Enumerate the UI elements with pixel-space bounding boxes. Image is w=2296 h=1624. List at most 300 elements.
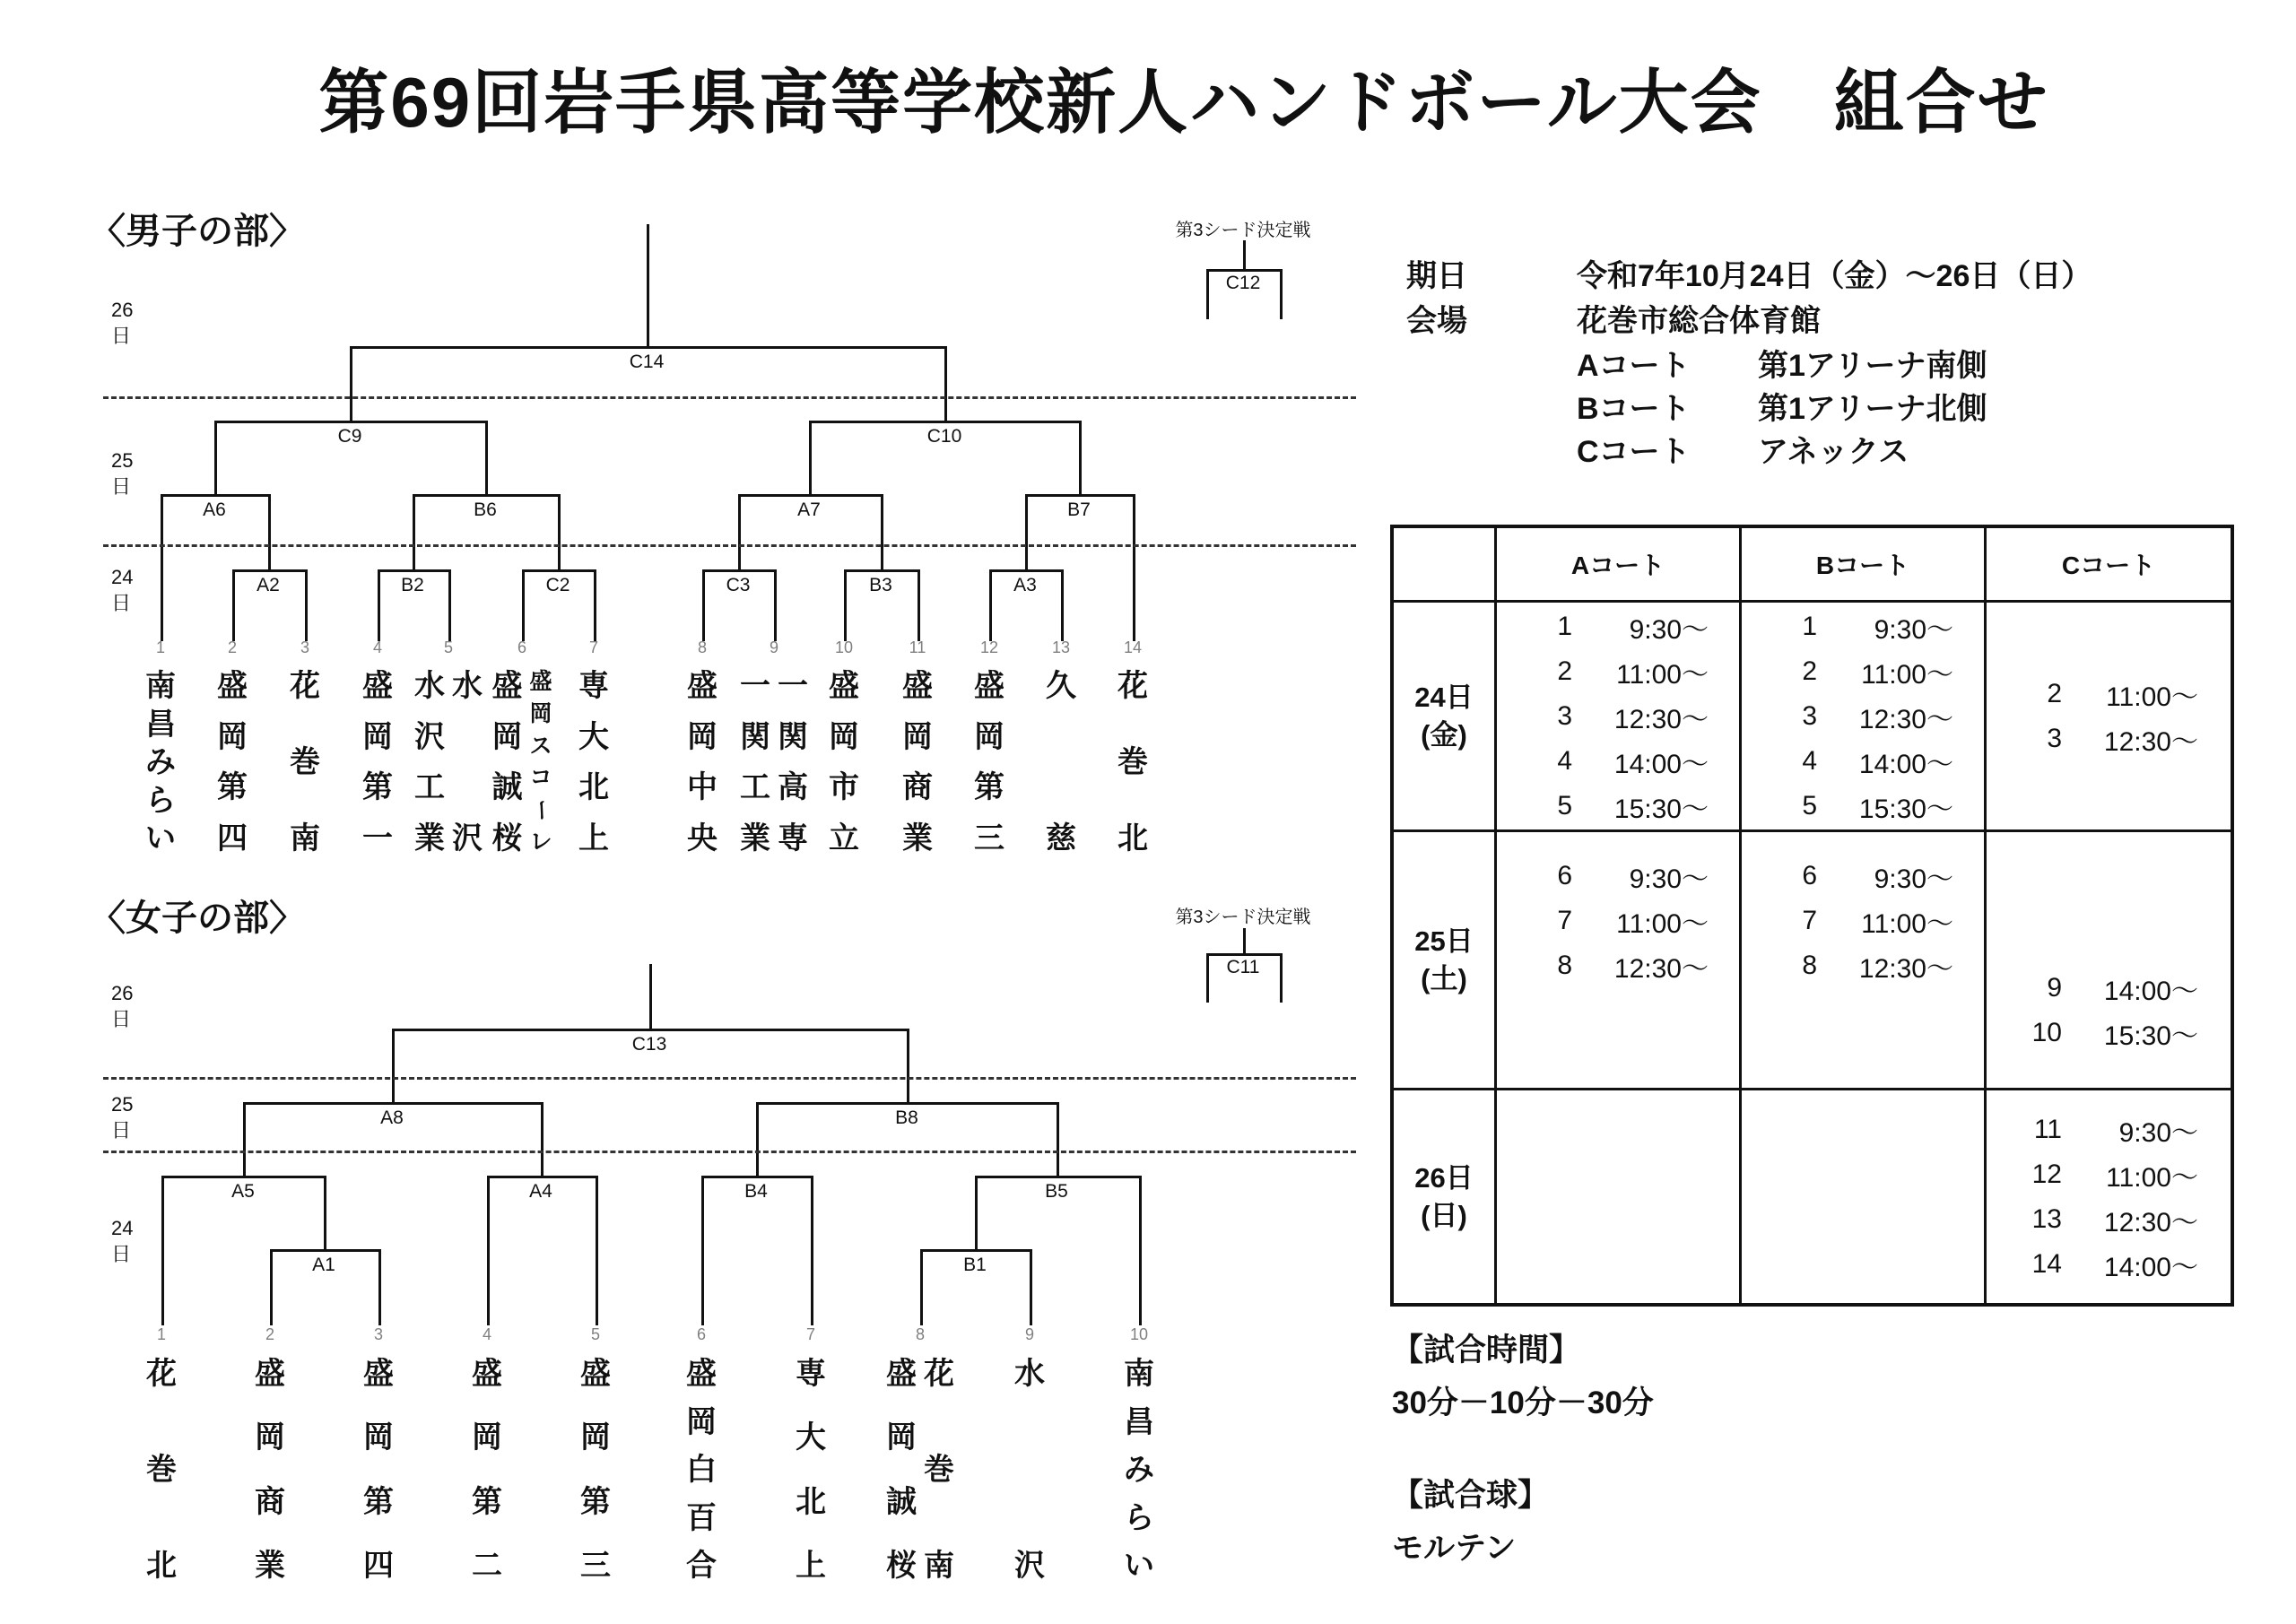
bracket-line: [487, 1176, 490, 1325]
day-label: 25日: [111, 449, 134, 498]
team-name-char: レ: [529, 829, 552, 855]
team-name-char: 盛: [829, 669, 859, 703]
team-slot: [146, 1359, 177, 1581]
day-label: 24日: [111, 1217, 134, 1265]
bracket-line: [214, 421, 488, 423]
game-number: 3: [2047, 723, 2062, 753]
team-name-char: 花: [924, 1357, 954, 1391]
team-name-char: 業: [740, 821, 770, 855]
bracket-line: [738, 494, 741, 569]
team-name-char: 第: [472, 1484, 502, 1519]
bracket-line: [702, 569, 705, 641]
match-label: C10: [926, 426, 962, 447]
game-entry: [1776, 739, 1984, 784]
court-b-name: Bコート: [1577, 392, 1691, 426]
bracket-line: [487, 1176, 598, 1178]
team-number: 1: [156, 1325, 167, 1343]
team-slot: [362, 671, 393, 854]
day-separator-line: [103, 396, 1356, 399]
team-name-char: 二: [472, 1548, 502, 1583]
game-time: 14:00～: [2103, 977, 2198, 1006]
team-name-char: 昌: [145, 707, 176, 742]
bracket-line: [811, 1176, 813, 1325]
game-entry: [1776, 649, 1984, 694]
team-name: [363, 1359, 394, 1581]
team-number: 7: [805, 1325, 816, 1343]
team-name-char: 中: [687, 770, 718, 805]
game-entry: [2021, 1107, 2231, 1152]
match-label: B8: [895, 1107, 918, 1128]
schedule-header-court: Cコート: [1987, 528, 2231, 600]
game-entry: [1531, 943, 1739, 988]
date-label: 期日: [1406, 259, 1467, 293]
game-entry: [2021, 716, 2231, 761]
game-time: 11:00～: [1616, 659, 1709, 690]
team-number: 11: [909, 638, 926, 656]
team-name-char: 上: [578, 821, 609, 855]
team-name: [886, 1359, 917, 1581]
team-name-char: 巻: [1118, 745, 1148, 779]
match-label: C12: [1225, 273, 1261, 293]
team-name: [924, 1359, 954, 1581]
bracket-line: [485, 421, 488, 494]
court-c-name: Cコート: [1577, 435, 1691, 469]
team-name-char: 第: [974, 770, 1004, 805]
team-slot: [1014, 1359, 1045, 1581]
game-time: 12:30～: [2103, 726, 2198, 757]
team-name-char: 四: [217, 821, 248, 855]
team-name-char: 花: [290, 669, 320, 703]
team-slot: [580, 1359, 611, 1581]
bracket-line: [378, 569, 380, 641]
bracket-line: [161, 494, 163, 641]
team-name-char: 専: [778, 821, 808, 855]
team-name-char: 久: [1046, 669, 1076, 703]
bracket-line: [270, 1249, 381, 1252]
game-entry: [2021, 1152, 2231, 1197]
bracket-line: [392, 1029, 909, 1031]
team-name-char: 盛: [491, 669, 523, 703]
team-name-char: 工: [414, 770, 445, 805]
bracket-line: [756, 1102, 1059, 1105]
team-name-char: い: [145, 821, 176, 855]
bracket-line: [232, 569, 235, 641]
game-time: 15:30～: [1858, 794, 1953, 824]
team-slot: [255, 1359, 285, 1581]
team-name-char: 関: [778, 719, 808, 754]
game-entry: [2021, 1197, 2231, 1242]
team-name-char: 水: [1014, 1357, 1045, 1391]
bracket-line: [558, 494, 561, 569]
team-number: 8: [915, 1325, 926, 1343]
match-label: B1: [963, 1255, 987, 1275]
bracket-line: [305, 569, 308, 641]
game-time: 11:00～: [2106, 682, 2198, 712]
team-name: [1046, 671, 1076, 854]
team-name-char: 第: [363, 1484, 394, 1519]
team-name-char: ら: [145, 783, 176, 818]
bracket-line: [1206, 953, 1283, 956]
team-name-char: 盛: [974, 669, 1004, 703]
game-time: 12:30～: [1613, 954, 1709, 984]
team-name: [902, 671, 933, 854]
team-name-char: 巻: [924, 1453, 954, 1487]
team-number: 6: [517, 638, 527, 656]
team-name-char: 第: [580, 1484, 611, 1519]
mens-section-heading: 〈男子の部〉: [90, 212, 305, 251]
match-label: C14: [629, 352, 665, 372]
team-name-char: み: [1124, 1453, 1154, 1487]
team-number: 9: [1024, 1325, 1035, 1343]
game-entry: [1531, 739, 1739, 784]
team-number: 5: [590, 1325, 601, 1343]
game-entry: [1531, 899, 1739, 943]
team-name-char: 巻: [290, 745, 320, 779]
team-number: 2: [265, 1325, 275, 1343]
game-number: 4: [1802, 745, 1817, 776]
bracket-line: [944, 346, 947, 421]
team-name-char: 第: [362, 770, 393, 805]
bracket-line: [1025, 494, 1135, 497]
schedule-day-cell: [1394, 1090, 1494, 1303]
team-slot: [886, 1359, 954, 1581]
schedule-games-cell-c-court: [1987, 832, 2231, 1088]
bracket-line: [378, 569, 451, 572]
team-number: 2: [227, 638, 238, 656]
schedule-games-cell-c-court: [1987, 1090, 2231, 1303]
bracket-line: [270, 1249, 273, 1325]
team-name-char: 業: [255, 1548, 285, 1583]
schedule-games-cell-b-court: [1742, 603, 1984, 829]
game-number: 4: [1557, 745, 1572, 776]
team-slot: [829, 671, 859, 854]
date-value: 令和7年10月24日（金）～26日（日）: [1577, 259, 2092, 293]
team-name-char: 昌: [1124, 1404, 1154, 1439]
team-number: 4: [372, 638, 383, 656]
bracket-line: [413, 494, 415, 569]
team-name-char: 盛: [886, 1357, 917, 1391]
game-number: 1: [1802, 611, 1817, 641]
team-name: [491, 671, 522, 854]
team-name-char: 水: [452, 669, 483, 703]
team-name-char: 商: [255, 1484, 285, 1519]
team-name-char: 一: [740, 669, 770, 703]
game-time: 15:30～: [2103, 1021, 2198, 1051]
team-name-char: 関: [740, 719, 770, 754]
team-name-char: 岡: [217, 719, 248, 754]
bracket-line: [1206, 269, 1209, 319]
schedule-games-cell-b-court: [1742, 1090, 1984, 1303]
bracket-line: [243, 1102, 544, 1105]
bracket-line: [594, 569, 596, 641]
team-name: [580, 1359, 611, 1581]
schedule-games-cell-c-court: [1987, 603, 2231, 829]
match-label: B5: [1045, 1181, 1068, 1202]
game-entry: [2021, 1011, 2231, 1055]
game-time: 11:00～: [1861, 659, 1953, 690]
team-slot: [1046, 671, 1076, 854]
team-name-char: 沢: [452, 821, 483, 855]
team-name-char: 桜: [886, 1548, 917, 1583]
team-name-char: 盛: [362, 669, 393, 703]
team-name-char: 巻: [146, 1453, 177, 1487]
bracket-line: [1061, 569, 1064, 641]
team-name-char: 岡: [686, 1404, 717, 1439]
bracket-line: [413, 494, 561, 497]
game-entry: [1531, 854, 1739, 899]
game-number: 2: [1557, 656, 1572, 686]
team-name: [1118, 671, 1148, 854]
game-time: 9:30～: [1629, 864, 1709, 894]
team-name: [829, 671, 859, 854]
match-label: A8: [380, 1107, 404, 1128]
game-time: 15:30～: [1613, 794, 1709, 824]
schedule-games-cell-a-court: [1497, 603, 1739, 829]
game-time: 12:30～: [1613, 704, 1709, 734]
team-name-char: 業: [414, 821, 445, 855]
game-entry: [1531, 649, 1739, 694]
team-name-char: 南: [1124, 1357, 1154, 1391]
team-name-char: 業: [902, 821, 933, 855]
bracket-line: [774, 569, 777, 641]
bracket-line: [1030, 1249, 1032, 1325]
team-name-char: 沢: [414, 719, 445, 754]
team-slot: [687, 671, 718, 854]
game-number: 8: [1802, 951, 1817, 980]
schedule-games-cell-b-court: [1742, 832, 1984, 1088]
schedule-header-court: Bコート: [1742, 528, 1984, 600]
venue-label: 会場: [1406, 304, 1467, 338]
schedule-games-cell-a-court: [1497, 832, 1739, 1088]
team-slot: [363, 1359, 394, 1581]
team-name-char: 北: [796, 1484, 826, 1519]
team-name-char: 岡: [829, 719, 859, 754]
team-name-char: 岡: [362, 719, 393, 754]
game-number: 2: [1802, 656, 1817, 686]
team-name-char: 盛: [472, 1357, 502, 1391]
team-number: 1: [155, 638, 166, 656]
bracket-line: [1206, 953, 1209, 1003]
team-number: 4: [482, 1325, 492, 1343]
team-name-char: 四: [363, 1548, 394, 1583]
bracket-line: [378, 1249, 381, 1325]
team-number: 3: [373, 1325, 384, 1343]
team-slot: [740, 671, 808, 854]
bracket-line: [918, 569, 920, 641]
bracket-line: [522, 569, 525, 641]
game-entry: [1776, 943, 1984, 988]
schedule-header-court: Aコート: [1497, 528, 1739, 600]
court-b-place: 第1アリーナ北側: [1758, 392, 1987, 426]
match-label: A3: [1013, 575, 1037, 595]
team-name-char: 北: [1118, 821, 1148, 855]
game-entry: [1776, 854, 1984, 899]
team-name-char: 北: [146, 1549, 177, 1583]
day-label: 26日: [111, 982, 134, 1030]
bracket-line: [989, 569, 1064, 572]
game-number: 8: [1557, 951, 1572, 980]
game-entry: [2021, 672, 2231, 716]
schedule-table: [1390, 525, 2234, 1307]
day-separator-line: [103, 1151, 1356, 1153]
team-slot: [414, 671, 483, 854]
team-name-char: 岡: [472, 1420, 502, 1455]
team-name-char: 岡: [687, 719, 718, 754]
bracket-line: [1079, 421, 1082, 494]
team-name-char: 専: [796, 1357, 826, 1391]
game-number: 6: [1802, 861, 1817, 890]
day-separator-line: [103, 1077, 1356, 1080]
bracket-line: [809, 421, 812, 494]
day-label: 24日: [111, 566, 134, 614]
team-name-char: コ: [529, 765, 552, 791]
team-name: [146, 1359, 177, 1581]
team-name-char: 盛: [255, 1357, 285, 1391]
team-name-char: 高: [778, 770, 808, 805]
bracket-line: [975, 1176, 978, 1249]
team-name-char: 商: [902, 770, 933, 805]
team-number: 7: [588, 638, 599, 656]
team-name-char: み: [145, 745, 176, 779]
team-name: [1124, 1359, 1154, 1581]
game-number: 2: [2047, 678, 2062, 708]
game-entry: [2021, 1242, 2231, 1287]
bracket-line: [975, 1176, 1142, 1178]
game-number: 3: [1557, 700, 1572, 731]
game-entry: [2021, 966, 2231, 1011]
team-name: [686, 1359, 717, 1581]
schedule-day: 25日: [1414, 925, 1474, 957]
team-name-char: 央: [687, 821, 718, 855]
bracket-line: [232, 569, 308, 572]
bracket-line: [920, 1249, 923, 1325]
game-entry: [1531, 694, 1739, 739]
schedule-day-cell: [1394, 603, 1494, 829]
game-time: 12:30～: [1858, 704, 1953, 734]
bracket-line: [702, 569, 777, 572]
game-number: 13: [2031, 1203, 2062, 1234]
match-label: B6: [474, 499, 497, 520]
team-name-char: 沢: [1014, 1549, 1045, 1583]
bracket-line: [596, 1176, 598, 1325]
team-name-char: 盛: [363, 1357, 394, 1391]
team-name-char: 岡: [363, 1420, 394, 1455]
bracket-line: [522, 569, 596, 572]
team-name: [362, 671, 393, 854]
team-name-char: 盛: [580, 1357, 611, 1391]
team-name-char: 花: [1118, 669, 1148, 703]
team-name-char: 岡: [974, 719, 1004, 754]
bracket-line: [541, 1102, 544, 1176]
game-number: 5: [1557, 790, 1572, 821]
match-time-value: 30分－10分－30分: [1392, 1385, 1654, 1420]
day-label: 26日: [111, 299, 134, 347]
womens-section-heading: 〈女子の部〉: [90, 899, 305, 938]
team-name: [452, 671, 483, 854]
team-number: 13: [1051, 638, 1071, 656]
bracket-line: [161, 1176, 326, 1178]
match-label: A1: [312, 1255, 335, 1275]
schedule-day-cell: [1394, 832, 1494, 1088]
bracket-line: [756, 1102, 759, 1176]
match-ball-label: 【試合球】: [1392, 1478, 1550, 1513]
team-name-char: ー: [528, 799, 554, 822]
match-time-label: 【試合時間】: [1392, 1333, 1581, 1368]
team-name-char: 専: [578, 669, 609, 703]
bracket-line: [738, 494, 883, 497]
bracket-line: [268, 494, 271, 569]
bracket-line: [350, 346, 947, 349]
team-name: [529, 671, 552, 854]
team-name-char: い: [1124, 1549, 1154, 1583]
game-entry: [1531, 604, 1739, 649]
team-slot: [686, 1359, 717, 1581]
team-name: [472, 1359, 502, 1581]
bracket-line: [907, 1029, 909, 1102]
team-name-char: 北: [578, 770, 609, 805]
game-number: 5: [1802, 790, 1817, 821]
team-name-char: 南: [145, 669, 176, 703]
team-name-char: ス: [529, 733, 552, 759]
match-label: C3: [726, 575, 751, 595]
team-name-char: 岡: [255, 1420, 285, 1455]
game-number: 12: [2031, 1159, 2062, 1189]
team-number: 12: [979, 638, 999, 656]
team-slot: [796, 1359, 826, 1581]
game-time: 12:30～: [1858, 954, 1953, 984]
day-label: 25日: [111, 1093, 134, 1142]
bracket-line: [1133, 494, 1135, 641]
court-c-place: アネックス: [1758, 435, 1909, 469]
match-label: A2: [257, 575, 280, 595]
schedule-dow: (金): [1421, 718, 1467, 751]
team-name: [414, 671, 445, 854]
court-a-name: Aコート: [1577, 349, 1691, 383]
venue-value: 花巻市総合体育館: [1577, 304, 1821, 338]
team-name-char: 桜: [491, 821, 523, 855]
match-label: B7: [1067, 499, 1091, 520]
bracket-line: [701, 1176, 704, 1325]
match-label: A7: [797, 499, 821, 520]
bracket-line: [989, 569, 992, 641]
game-time: 14:00～: [1858, 749, 1953, 779]
team-name-char: 上: [796, 1548, 826, 1583]
match-label: A4: [529, 1181, 552, 1202]
match-label: A6: [203, 499, 226, 520]
team-name: [778, 671, 808, 854]
game-number: 6: [1557, 861, 1572, 890]
schedule-dow: (土): [1421, 962, 1467, 994]
team-name: [687, 671, 718, 854]
game-entry: [1776, 784, 1984, 829]
schedule-day: 24日: [1414, 681, 1474, 713]
bracket-line: [1206, 269, 1283, 272]
third-seed-note: 第3シード決定戦: [1175, 221, 1311, 240]
team-name-char: 立: [829, 821, 859, 855]
bracket-line: [809, 421, 1082, 423]
match-label: C9: [337, 426, 362, 447]
bracket-line: [701, 1176, 813, 1178]
team-name-char: 大: [578, 719, 609, 754]
bracket-line: [844, 569, 847, 641]
bracket-line: [649, 964, 652, 1029]
game-entry: [1531, 784, 1739, 829]
team-name-char: 一: [362, 821, 393, 855]
bracket-line: [1139, 1176, 1142, 1325]
team-slot: [974, 671, 1004, 854]
bracket-line: [324, 1176, 326, 1249]
team-name-char: 盛: [687, 669, 718, 703]
